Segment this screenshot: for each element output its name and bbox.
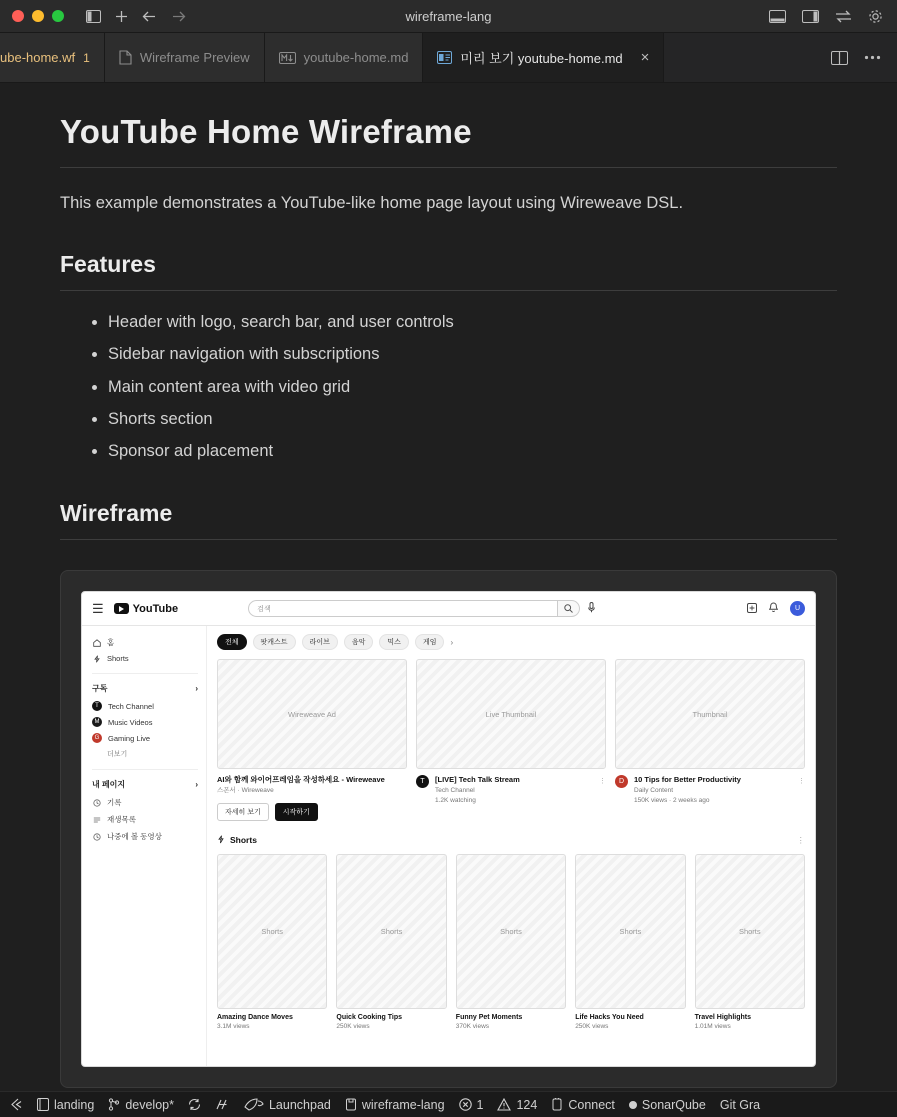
sidebar-item-label: Shorts	[107, 654, 129, 664]
chip-live[interactable]: 라이브	[302, 634, 338, 650]
create-video-icon[interactable]	[747, 600, 757, 618]
microphone-icon[interactable]	[588, 600, 595, 618]
play-icon	[114, 603, 129, 614]
list-item: • Sidebar navigation with subscriptions	[108, 343, 837, 365]
sidebar-item-shorts[interactable]	[92, 651, 198, 666]
layout-bottom-panel-icon[interactable]	[769, 10, 786, 23]
shorts-views: 250K views	[575, 1022, 609, 1030]
section-label: 내 페이지	[92, 780, 126, 790]
features-list	[60, 311, 837, 462]
mock-header	[82, 592, 815, 626]
search-icon[interactable]	[558, 600, 580, 617]
home-icon	[92, 639, 101, 647]
status-label: Launchpad	[268, 1097, 331, 1112]
history-icon	[92, 799, 101, 807]
shorts-item[interactable]	[336, 854, 446, 1030]
more-actions-icon[interactable]	[864, 55, 881, 60]
video-card-productivity[interactable]	[615, 659, 805, 821]
shorts-item[interactable]	[575, 854, 685, 1030]
shorts-icon	[217, 835, 225, 846]
shorts-thumbnail: Shorts	[575, 854, 685, 1009]
channel-avatar: M	[92, 717, 102, 727]
filter-chips	[217, 634, 805, 650]
card-title: 10 Tips for Better Productivity	[634, 775, 741, 785]
sidebar-item-watch-later[interactable]	[92, 828, 198, 845]
video-card-live[interactable]	[416, 659, 606, 821]
more-vertical-icon[interactable]: ⋮	[798, 778, 805, 786]
chevron-right-icon[interactable]: ›	[450, 637, 454, 647]
channel-avatar: T	[92, 701, 102, 711]
shorts-thumbnail: Shorts	[695, 854, 805, 1009]
sidebar-channel-gaming[interactable]	[92, 730, 198, 746]
status-sync[interactable]	[188, 1098, 201, 1111]
back-arrow-icon[interactable]	[142, 10, 157, 23]
tab-badge: 1	[83, 50, 90, 65]
shorts-title: Quick Cooking Tips	[336, 1013, 402, 1021]
chip-all[interactable]: 전체	[217, 634, 247, 650]
card-stats: 150K views · 2 weeks ago	[634, 796, 710, 804]
chip-mix[interactable]: 믹스	[379, 634, 409, 650]
shorts-title: Amazing Dance Moves	[217, 1013, 293, 1021]
channel-label: Music Videos	[108, 717, 153, 727]
ad-buttons	[217, 803, 407, 821]
sidebar-item-playlist[interactable]	[92, 811, 198, 828]
zoom-window-button[interactable]	[52, 10, 64, 22]
thumbnail: Thumbnail	[615, 659, 805, 769]
channel-label: Tech Channel	[108, 701, 154, 711]
tab-label: ube-home.wf	[0, 50, 76, 65]
status-label: develop*	[125, 1097, 174, 1112]
video-card-ad[interactable]	[217, 659, 407, 821]
youtube-logo[interactable]	[114, 603, 178, 615]
shorts-views: 370K views	[455, 1022, 490, 1030]
shorts-thumbnail: Shorts	[456, 854, 566, 1009]
get-started-button[interactable]: 시작하기	[275, 803, 318, 821]
search-area	[248, 600, 595, 618]
list-item: • Sponsor ad placement	[108, 440, 837, 462]
avatar[interactable]: U	[790, 601, 805, 616]
shorts-item[interactable]	[695, 854, 805, 1030]
notifications-icon[interactable]	[769, 600, 778, 618]
status-repo[interactable]	[37, 1098, 94, 1112]
wireframe-card	[60, 570, 837, 1088]
toggle-panel-icon[interactable]	[86, 10, 101, 23]
forward-arrow-icon[interactable]	[171, 10, 186, 23]
card-meta	[615, 775, 805, 805]
split-editor-icon[interactable]	[831, 51, 848, 65]
status-remote[interactable]	[10, 1098, 23, 1111]
tab-markdown-preview[interactable]	[423, 33, 664, 82]
minimize-window-button[interactable]	[32, 10, 44, 22]
tab-label: youtube-home.md	[303, 50, 409, 65]
shorts-item[interactable]	[456, 854, 566, 1030]
chip-podcast[interactable]: 팟캐스트	[253, 634, 296, 650]
status-ports[interactable]	[215, 1098, 230, 1111]
tab-label: 미리 보기 youtube-home.md	[460, 51, 623, 66]
status-label: Git Gra	[719, 1097, 761, 1112]
markdown-icon	[279, 52, 296, 64]
thumbnail: Wireweave Ad	[217, 659, 407, 769]
video-grid	[217, 659, 805, 821]
shorts-section-header	[217, 835, 805, 846]
shorts-title: Travel Highlights	[694, 1013, 751, 1021]
status-warnings[interactable]	[497, 1098, 537, 1112]
channel-label: Gaming Live	[108, 733, 151, 743]
settings-gear-icon[interactable]	[868, 9, 883, 24]
shorts-title: Life Hacks You Need	[575, 1013, 644, 1021]
status-connect[interactable]	[551, 1098, 615, 1112]
list-item: • Main content area with video grid	[108, 376, 837, 398]
status-label: Connect	[568, 1097, 615, 1112]
status-sonarqube[interactable]	[629, 1098, 706, 1112]
intro-paragraph: This example demonstrates a YouTube-like home page layout using Wireweave DSL.	[60, 194, 684, 212]
wireframe-heading: Wireframe	[60, 500, 837, 540]
tab-label: Wireframe Preview	[139, 50, 250, 65]
card-title: [LIVE] Tech Talk Stream	[435, 775, 520, 785]
channel-avatar: D	[615, 775, 628, 788]
close-window-button[interactable]	[12, 10, 24, 22]
status-label: landing	[54, 1097, 95, 1112]
sidebar-item-history[interactable]	[92, 794, 198, 811]
new-tab-icon[interactable]	[115, 10, 128, 23]
tab-wireframe-preview[interactable]	[105, 33, 265, 82]
tab-youtube-home-wf[interactable]	[0, 33, 105, 82]
shorts-icon	[92, 655, 101, 663]
layout-right-panel-icon[interactable]	[802, 10, 819, 23]
sidebar-item-label: 나중에 볼 동영상	[107, 832, 162, 842]
status-label: wireframe-lang	[361, 1097, 445, 1112]
shorts-thumbnail: Shorts	[336, 854, 446, 1009]
status-label: 1	[476, 1097, 484, 1112]
shorts-grid	[217, 854, 805, 1030]
sidebar-item-label: 기록	[107, 798, 122, 808]
thumbnail: Live Thumbnail	[416, 659, 606, 769]
sidebar-channel-tech[interactable]	[92, 698, 198, 714]
mock-sidebar	[82, 626, 207, 1066]
status-label: SonarQube	[641, 1097, 706, 1112]
window-controls[interactable]	[0, 10, 64, 22]
playlist-icon	[92, 816, 101, 824]
section-label: 구독	[92, 684, 108, 694]
title-bar	[0, 0, 897, 33]
list-item: • Shorts section	[108, 408, 837, 430]
shorts-views: 3.1M views	[217, 1022, 250, 1030]
card-meta	[217, 775, 407, 796]
status-branch[interactable]	[108, 1098, 174, 1112]
status-folder[interactable]	[345, 1098, 445, 1112]
status-label: 124	[516, 1097, 538, 1112]
channels-more-link[interactable]: 더보기	[107, 751, 128, 759]
card-channel: Tech Channel	[435, 787, 475, 795]
mypage-heading	[92, 777, 198, 794]
channel-avatar: G	[92, 733, 102, 743]
features-heading: Features	[60, 251, 837, 291]
tab-strip	[0, 33, 897, 83]
divider	[92, 769, 198, 770]
shorts-title: Funny Pet Moments	[455, 1013, 523, 1021]
chip-music[interactable]: 음악	[344, 634, 374, 650]
mock-main	[207, 626, 815, 1066]
window-title: wireframe-lang	[405, 8, 492, 24]
sidebar-item-label: 홈	[107, 638, 115, 648]
markdown-preview-pane	[0, 113, 897, 1117]
more-vertical-icon[interactable]: ⋮	[599, 778, 606, 786]
preview-file-icon	[119, 50, 132, 65]
wireframe-mockup	[81, 591, 816, 1067]
list-item: • Header with logo, search bar, and user controls	[108, 311, 837, 333]
learn-more-button[interactable]: 자세히 보기	[217, 803, 269, 821]
status-dot-icon	[629, 1101, 637, 1109]
shorts-thumbnail: Shorts	[217, 854, 327, 1009]
shorts-heading: Shorts	[230, 835, 257, 846]
watch-later-icon	[92, 833, 101, 841]
status-launchpad[interactable]	[244, 1098, 331, 1112]
search-input[interactable]: 검색	[248, 600, 558, 617]
status-git-graph[interactable]	[720, 1098, 760, 1112]
hamburger-icon[interactable]: ☰	[92, 600, 104, 616]
status-bar	[0, 1091, 897, 1117]
tab-youtube-home-md[interactable]	[265, 33, 424, 82]
sidebar-item-label: 재생목록	[107, 815, 136, 825]
card-subtitle: 스폰서 · Wireweave	[217, 787, 274, 795]
preview-icon	[437, 51, 452, 64]
card-stats: 1.2K watching	[435, 796, 476, 804]
shorts-views: 250K views	[336, 1022, 370, 1030]
sync-icon[interactable]	[835, 10, 852, 23]
shorts-views: 1.01M views	[694, 1022, 731, 1030]
shorts-item[interactable]	[217, 854, 327, 1030]
card-meta	[416, 775, 606, 805]
divider	[92, 673, 198, 674]
page-title: YouTube Home Wireframe	[60, 113, 837, 168]
chip-gaming[interactable]: 게임	[415, 634, 445, 650]
sidebar-item-home[interactable]	[92, 634, 198, 651]
chevron-right-icon[interactable]: ›	[195, 780, 198, 790]
card-channel: Daily Content	[634, 787, 674, 795]
card-title: AI와 함께 와이어프레임을 작성하세요 - Wireweave	[217, 775, 385, 785]
subscriptions-heading	[92, 681, 198, 698]
channel-avatar: T	[416, 775, 429, 788]
sidebar-channel-music[interactable]	[92, 714, 198, 730]
more-vertical-icon[interactable]: ⋮	[796, 834, 805, 845]
chevron-right-icon[interactable]: ›	[195, 684, 198, 694]
close-tab-icon[interactable]: ×	[640, 49, 650, 66]
status-errors[interactable]	[459, 1098, 484, 1112]
logo-label: YouTube	[132, 602, 179, 615]
